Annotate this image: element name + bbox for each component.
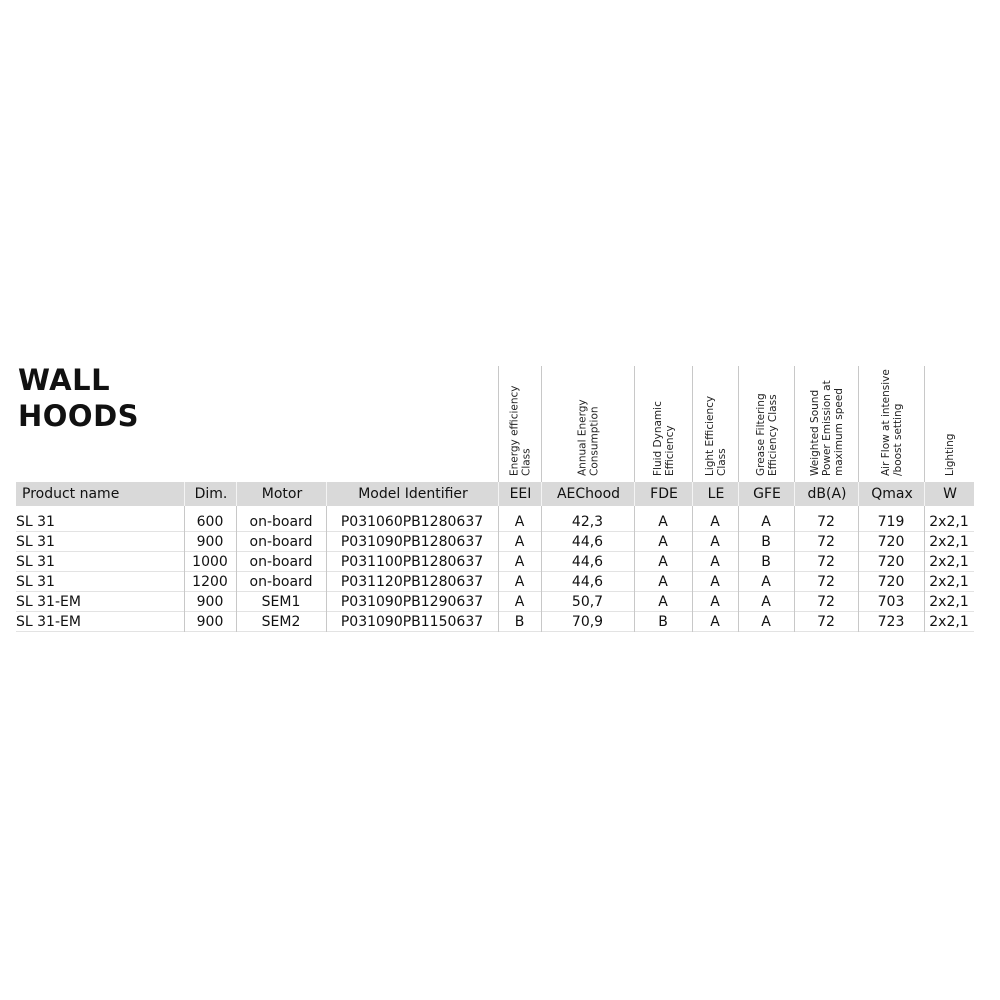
table-cell: 72	[817, 554, 835, 570]
table-cell: 72	[817, 514, 835, 530]
table-cell: 42,3	[571, 514, 604, 530]
table-cell: 2x2,1	[929, 514, 969, 530]
table-cell: 720	[877, 574, 905, 590]
table-cell: 44,6	[571, 554, 604, 570]
table-cell: 703	[877, 594, 905, 610]
table-cell: A	[761, 514, 771, 530]
row-divider	[16, 631, 974, 632]
table-cell: B	[658, 614, 668, 630]
table-cell: A	[710, 614, 720, 630]
table-cell: A	[514, 554, 525, 570]
rotated-header-label: Lighting	[944, 433, 956, 476]
table-header-row	[16, 482, 974, 506]
table-cell: 600	[196, 514, 224, 530]
rotated-header-cell	[634, 366, 693, 482]
column-header: dB(A)	[794, 482, 859, 506]
table-cell: A	[514, 534, 525, 550]
table-cell: A	[761, 614, 771, 630]
table-cell: P031060PB1280637	[340, 514, 484, 530]
column-divider	[738, 506, 739, 632]
table-cell: A	[658, 554, 668, 570]
column-divider	[924, 506, 925, 632]
column-header: FDE	[634, 482, 693, 506]
rotated-header-cell	[924, 366, 975, 482]
rotated-header-label: Light Efficiency Class	[704, 395, 728, 476]
column-header: Model Identifier	[326, 482, 499, 506]
column-header: W	[924, 482, 975, 506]
table-cell: A	[658, 574, 668, 590]
column-divider	[184, 506, 185, 632]
table-cell: on-board	[249, 514, 313, 530]
table-row	[16, 612, 974, 632]
table-cell: A	[710, 554, 720, 570]
table-cell: P031120PB1280637	[340, 574, 484, 590]
table-body	[16, 512, 974, 632]
table-cell: A	[514, 594, 525, 610]
table-cell: P031090PB1280637	[340, 534, 484, 550]
rotated-header-label: Grease Filtering Efficiency Class	[755, 393, 779, 476]
table-cell: 70,9	[571, 614, 604, 630]
table-cell: A	[514, 574, 525, 590]
rotated-header-cell	[692, 366, 739, 482]
table-row	[16, 552, 974, 572]
table-cell: 2x2,1	[929, 534, 969, 550]
table-cell: A	[658, 534, 668, 550]
table-cell: SEM1	[261, 594, 301, 610]
column-divider	[858, 506, 859, 632]
table-cell: B	[514, 614, 525, 630]
table-cell: 719	[877, 514, 905, 530]
table-cell: A	[710, 514, 720, 530]
column-divider	[326, 506, 327, 632]
column-header: Motor	[236, 482, 327, 506]
table-cell: A	[710, 574, 720, 590]
rotated-header-band	[498, 366, 974, 482]
table-cell: P031100PB1280637	[340, 554, 484, 570]
page-title	[18, 362, 139, 434]
table-cell: A	[710, 534, 720, 550]
rotated-header-cell	[498, 366, 542, 482]
table-cell: A	[658, 514, 668, 530]
column-header: Qmax	[858, 482, 925, 506]
table-cell: SL 31-EM	[16, 614, 81, 630]
table-cell: SL 31	[16, 554, 55, 570]
table-cell: SL 31	[16, 514, 55, 530]
table-cell: 900	[196, 534, 224, 550]
table-cell: A	[658, 594, 668, 610]
table-cell: A	[710, 594, 720, 610]
table-cell: 72	[817, 574, 835, 590]
table-cell: SEM2	[261, 614, 301, 630]
rotated-header-cell	[541, 366, 635, 482]
rotated-header-cell	[858, 366, 925, 482]
table-cell: 2x2,1	[929, 594, 969, 610]
table-cell: on-board	[249, 534, 313, 550]
table-cell: 900	[196, 614, 224, 630]
rotated-header-label: Air Flow at intensive /boost setting	[880, 369, 904, 476]
table-cell: 2x2,1	[929, 574, 969, 590]
rotated-header-label: Weighted Sound Power Emission at maximum speed	[809, 380, 845, 476]
table-cell: SL 31	[16, 574, 55, 590]
table-cell: on-board	[249, 574, 313, 590]
table-row	[16, 592, 974, 612]
table-cell: 1200	[192, 574, 228, 590]
table-cell: B	[761, 554, 771, 570]
table-cell: A	[514, 514, 525, 530]
table-cell: SL 31-EM	[16, 594, 81, 610]
rotated-header-cell	[794, 366, 859, 482]
column-divider	[794, 506, 795, 632]
column-header: EEI	[498, 482, 542, 506]
column-header: Product name	[22, 486, 120, 502]
table-cell: 44,6	[571, 534, 604, 550]
table-cell: A	[761, 574, 771, 590]
column-divider	[541, 506, 542, 632]
column-divider	[692, 506, 693, 632]
column-header: GFE	[738, 482, 795, 506]
rotated-header-label: Fluid Dynamic Efficiency	[652, 401, 676, 476]
rotated-header-cell	[738, 366, 795, 482]
table-row	[16, 532, 974, 552]
table-cell: A	[761, 594, 771, 610]
column-header: LE	[692, 482, 739, 506]
table-row	[16, 512, 974, 532]
column-divider	[236, 506, 237, 632]
table-cell: 900	[196, 594, 224, 610]
title-line-1: WALL	[18, 363, 111, 397]
table-cell: 50,7	[571, 594, 604, 610]
table-cell: SL 31	[16, 534, 55, 550]
table-cell: 720	[877, 554, 905, 570]
table-cell: 72	[817, 534, 835, 550]
table-cell: 44,6	[571, 574, 604, 590]
table-cell: 723	[877, 614, 905, 630]
column-header: AEChood	[541, 482, 635, 506]
table-cell: 72	[817, 594, 835, 610]
table-cell: 1000	[192, 554, 228, 570]
table-cell: on-board	[249, 554, 313, 570]
table-cell: P031090PB1290637	[340, 594, 484, 610]
table-cell: B	[761, 534, 771, 550]
title-line-2: HOODS	[18, 399, 140, 433]
table-cell: 720	[877, 534, 905, 550]
table-cell: 2x2,1	[929, 554, 969, 570]
column-header: Dim.	[184, 482, 237, 506]
table-cell: 2x2,1	[929, 614, 969, 630]
table-cell: 72	[817, 614, 835, 630]
table-row	[16, 572, 974, 592]
column-divider	[634, 506, 635, 632]
rotated-header-label: Annual Energy Consumption	[576, 399, 601, 476]
table-cell: P031090PB1150637	[340, 614, 484, 630]
column-divider	[498, 506, 499, 632]
rotated-header-label: Energy efficiency Class	[508, 385, 533, 476]
